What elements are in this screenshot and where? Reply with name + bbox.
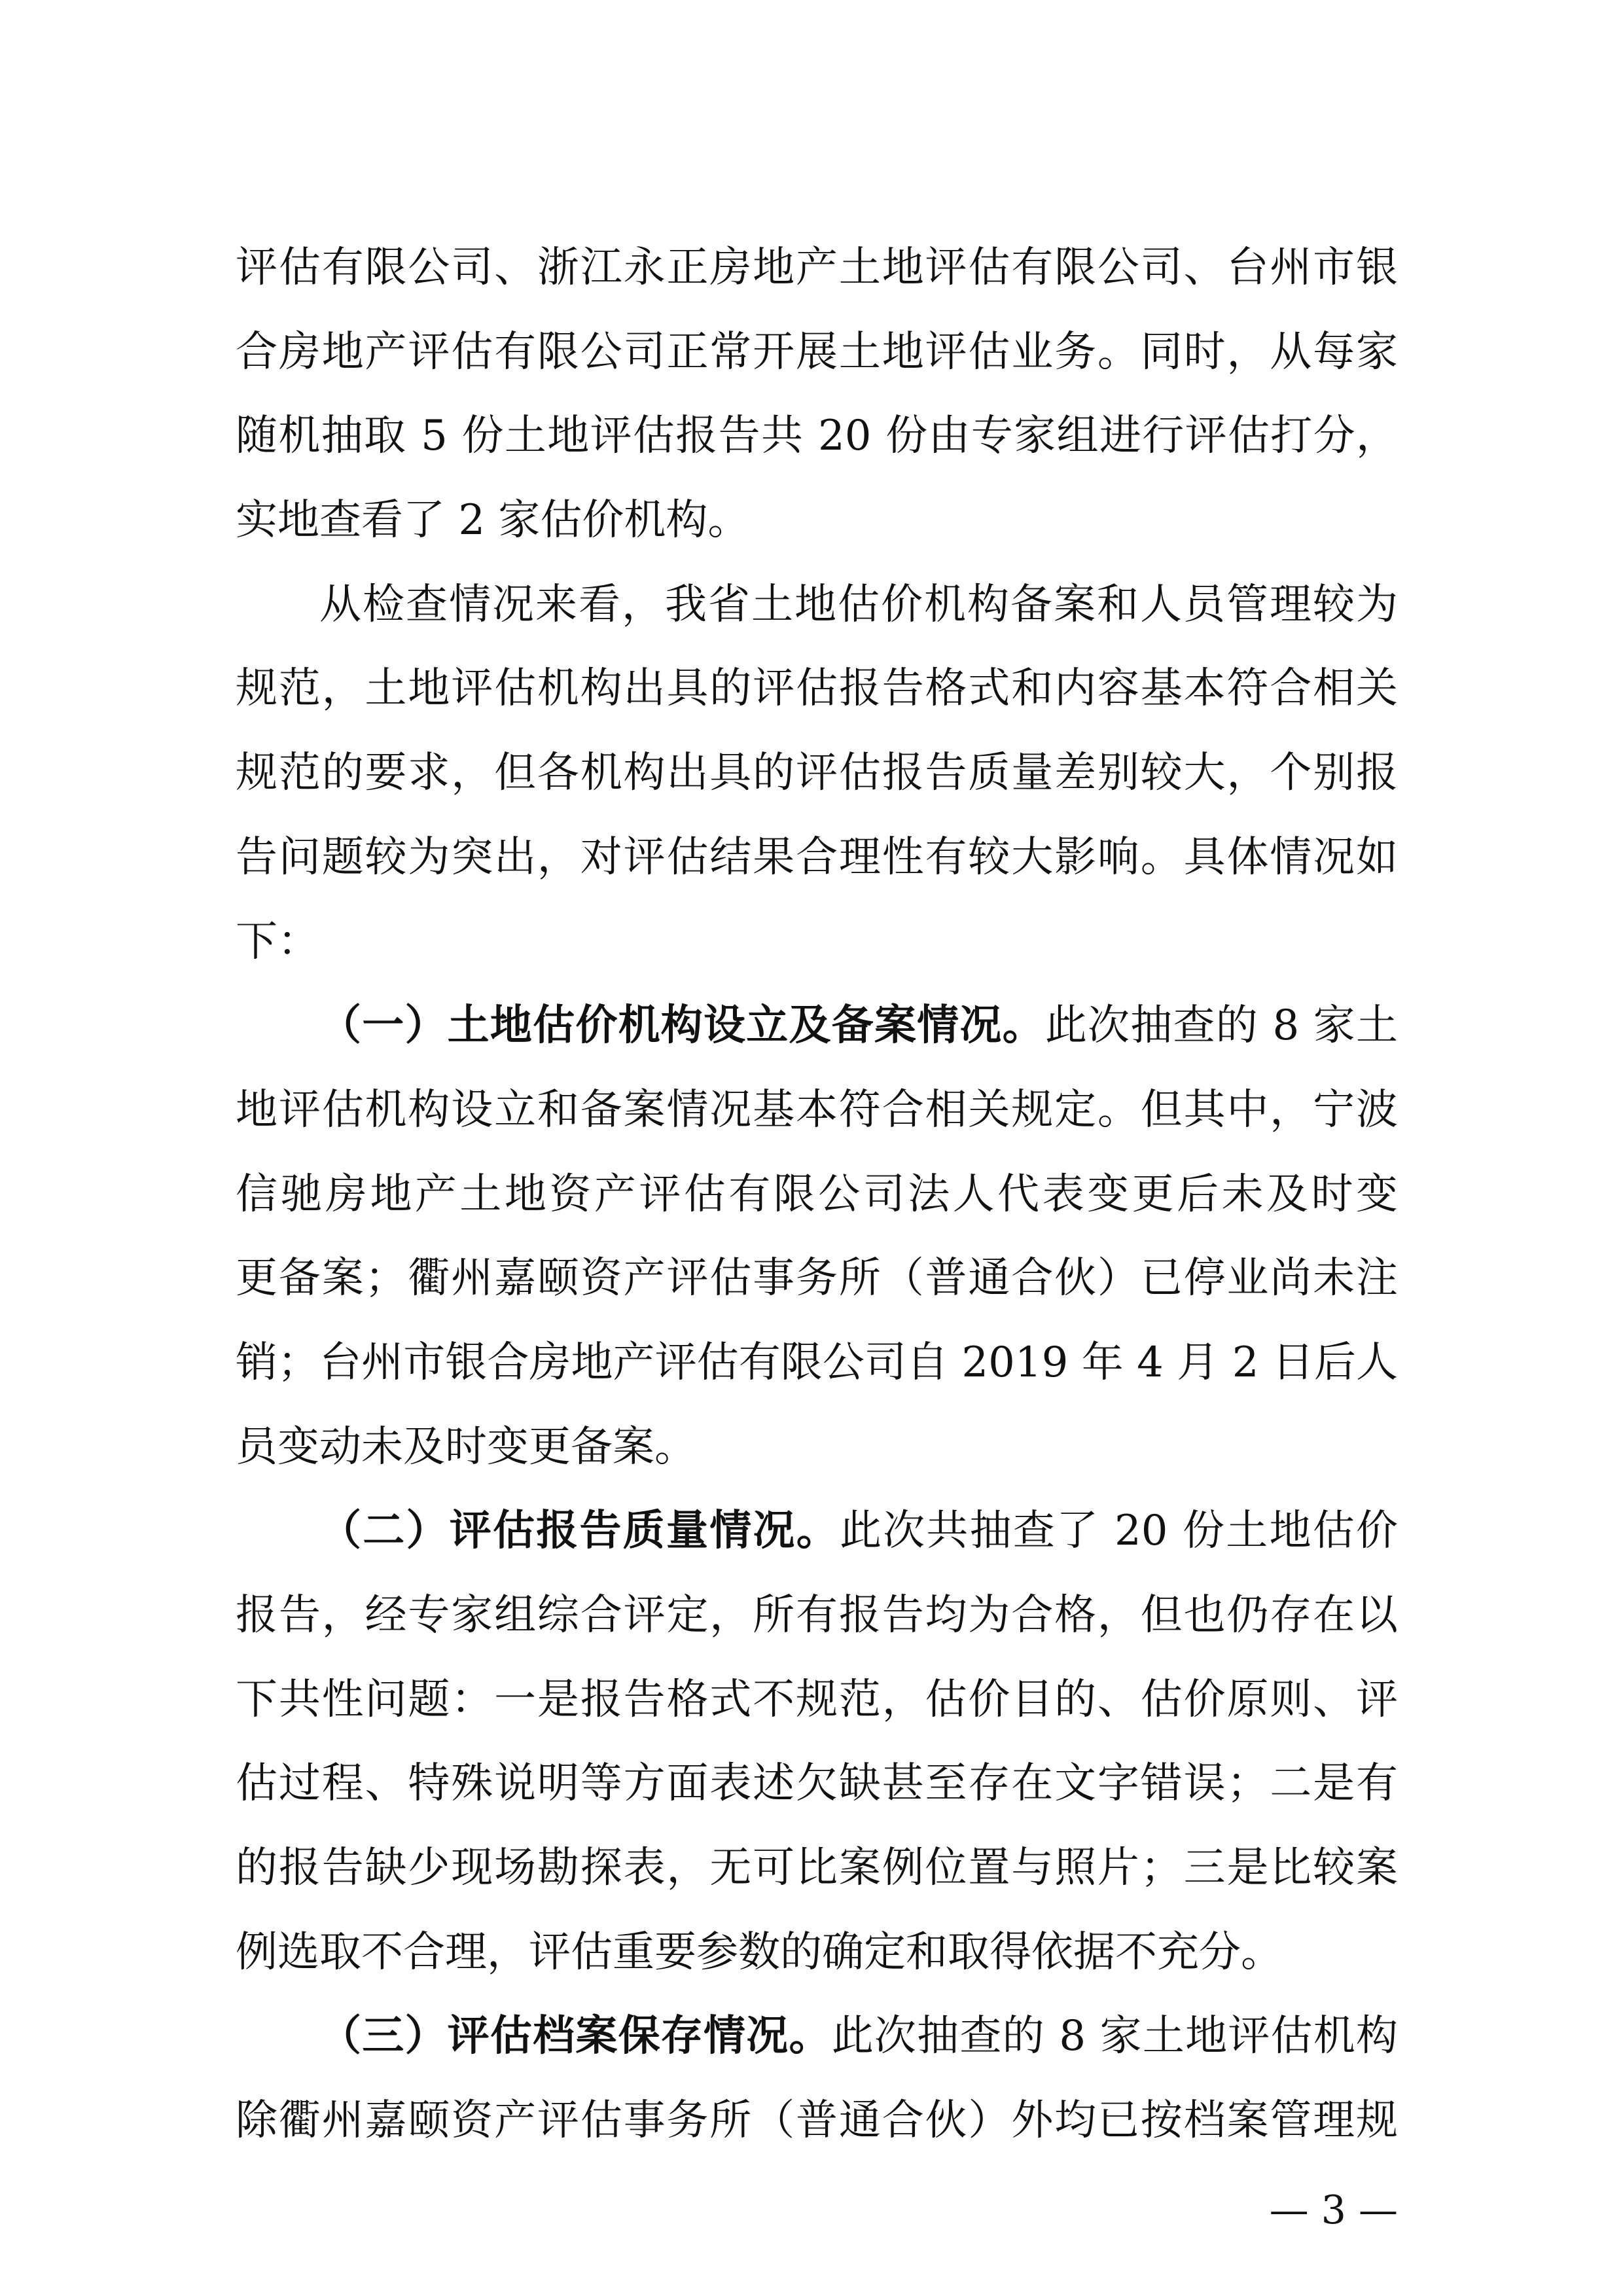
- text-segment: 此次共抽查了 20 份土地估价: [839, 1507, 1398, 1556]
- text-line: 合房地产评估有限公司正常开展土地评估业务。同时，从每家: [236, 327, 1398, 376]
- text-line: 估过程、特殊说明等方面表述欠缺甚至存在文字错误；二是有: [236, 1759, 1398, 1808]
- text-line: 规范，土地评估机构出具的评估报告格式和内容基本符合相关: [236, 664, 1398, 713]
- text-line: [236, 1489, 1398, 1573]
- text-segment: 此次抽查的 8 家土: [1044, 1001, 1398, 1050]
- text-line: 下：: [236, 917, 319, 966]
- section-paragraph: [236, 984, 1398, 1489]
- text-line: 告问题较为突出，对评估结果合理性有较大影响。具体情况如: [236, 833, 1398, 882]
- section-heading: （三）评估档案保存情况。: [319, 2011, 832, 2061]
- text-line: [236, 1994, 1398, 2079]
- text-line: 从检查情况来看，我省土地估价机构备案和人员管理较为: [319, 580, 1398, 629]
- text-line: 随机抽取 5 份土地评估报告共 20 份由专家组进行评估打分，: [236, 412, 1398, 461]
- body-text: [236, 226, 1398, 2163]
- section-heading: （一）土地估价机构设立及备案情况。: [319, 1001, 1045, 1050]
- text-segment: 此次抽查的 8 家土地评估机构: [831, 2012, 1398, 2061]
- text-line: 员变动未及时变更备案。: [236, 1422, 696, 1471]
- text-line: 报告，经专家组综合评定，所有报告均为合格，但也仍存在以: [236, 1591, 1398, 1640]
- text-line: 评估有限公司、浙江永正房地产土地评估有限公司、台州市银: [236, 243, 1398, 292]
- section-paragraph: [236, 1489, 1398, 1994]
- section-heading: （二）评估报告质量情况。: [319, 1506, 840, 1556]
- text-line: 下共性问题：一是报告格式不规范，估价目的、估价原则、评: [236, 1675, 1398, 1724]
- text-line: 更备案；衢州嘉颐资产评估事务所（普通合伙）已停业尚未注: [236, 1254, 1398, 1303]
- text-line: 除衢州嘉颐资产评估事务所（普通合伙）外均已按档案管理规: [236, 2096, 1398, 2145]
- text-line: 销；台州市银合房地产评估有限公司自 2019 年 4 月 2 日后人: [236, 1338, 1398, 1387]
- paragraph: [236, 226, 1398, 563]
- text-line: 地评估机构设立和备案情况基本符合相关规定。但其中，宁波: [236, 1085, 1398, 1134]
- text-line: 规范的要求，但各机构出具的评估报告质量差别较大，个别报: [236, 749, 1398, 798]
- text-line: 信驰房地产土地资产评估有限公司法人代表变更后未及时变: [236, 1170, 1398, 1219]
- paragraph: [236, 563, 1398, 984]
- text-line: [236, 984, 1398, 1068]
- text-line: 实地查看了 2 家估价机构。: [236, 496, 750, 545]
- page-number: — 3 —: [1269, 2187, 1398, 2233]
- text-line: 例选取不合理，评估重要参数的确定和取得依据不充分。: [236, 1928, 1283, 1977]
- section-paragraph: [236, 1994, 1398, 2162]
- text-line: 的报告缺少现场勘探表，无可比案例位置与照片；三是比较案: [236, 1844, 1398, 1893]
